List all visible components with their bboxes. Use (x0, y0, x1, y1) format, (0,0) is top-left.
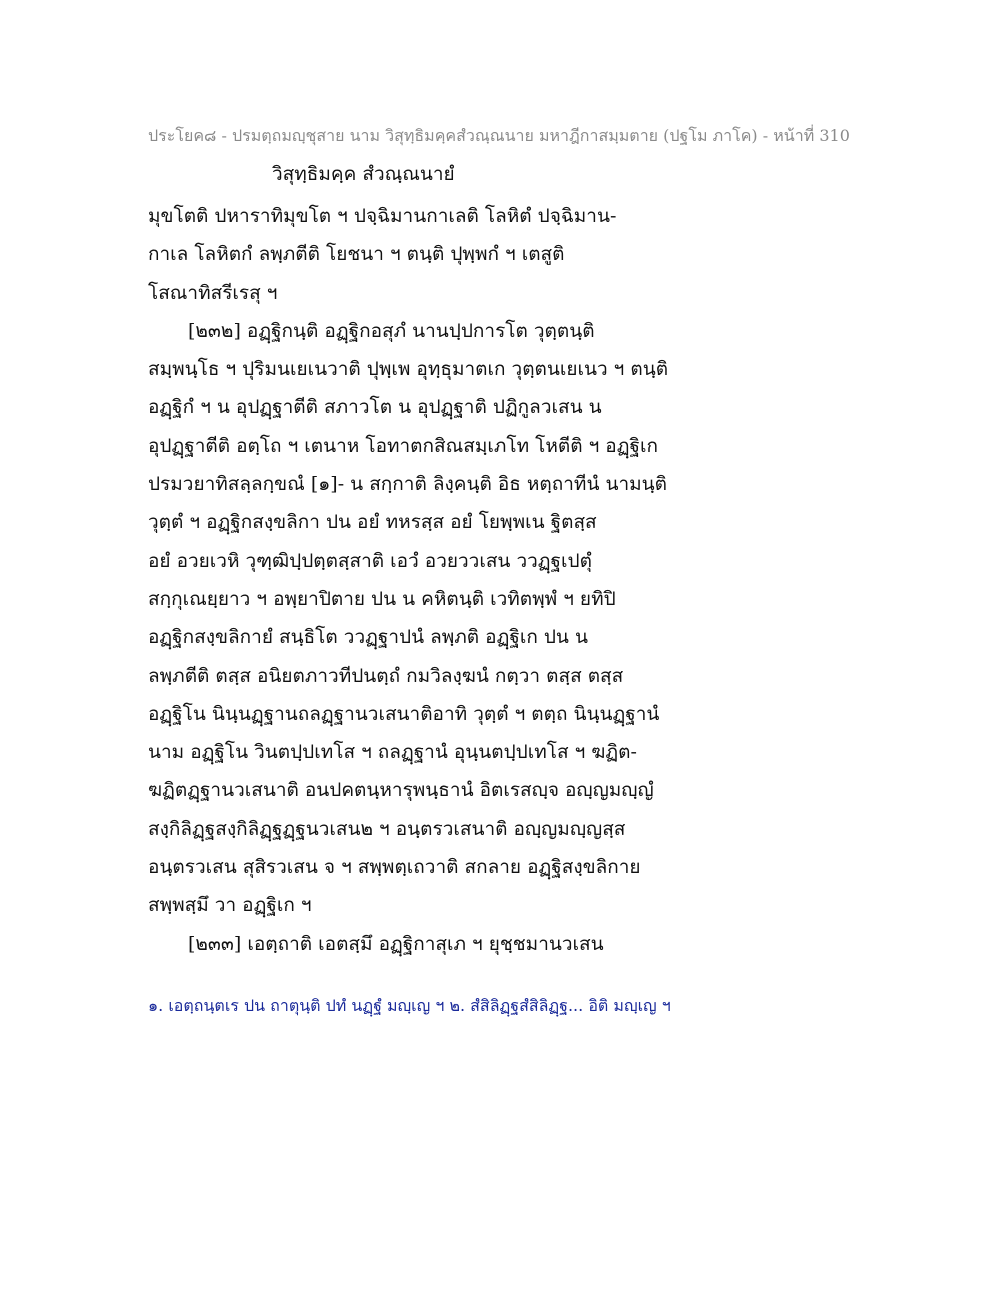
body-line: นาม อฏฺฐิโน วินตปฺปเทโส ฯ ถลฏฺฐานํ อุนฺนตปฺปเทโส ฯ ฆฏิต- (148, 741, 637, 764)
body-line: อฏฺฐิกํ ฯ น อุปฏฺฐาตีติ สภาวโต น อุปฏฺฐาติ ปฏิกูลวเสน น (148, 396, 602, 419)
body-line: อุปฏฺฐาตีติ อตฺโถ ฯ เตนาห โอทาตกสิณสมฺเภโท โหตีติ ฯ อฏฺฐิเก (148, 434, 658, 457)
section-title: วิสุทฺธิมคฺค สํวณฺณนายํ (272, 163, 455, 185)
body-line: วุตฺตํ ฯ อฏฺฐิกสงฺขลิกา ปน อยํ ทหรสฺส อยํ โยพฺพเน ฐิตสฺส (148, 511, 597, 534)
page-header: ประโยค๘ - ปรมตฺถมญฺชุสาย นาม วิสุทฺธิมคฺคสํวณฺณนาย มหาฎีกาสมฺมตาย (ปฐโม ภาโค) - หน้าที่ 310 (148, 126, 850, 145)
body-line: อนฺตรวเสน สุสิรวเสน จ ฯ สพฺพตฺเถวาติ สกลาย อฏฺฐิสงฺขลิกาย (148, 856, 641, 879)
body-line: ฆฏิตฏฺฐานวเสนาติ อนปคตนฺหารุพนฺธานํ อิตเรสญฺจ อญฺญมญฺญํ (148, 779, 654, 802)
body-line: อยํ อวยเวหิ วุฑฺฒิปฺปตฺตสฺสาติ เอวํ อวยววเสน ววฏฺฐเปตุํ (148, 549, 592, 572)
body-line: สมฺพนฺโธ ฯ ปุริมนเยเนวาติ ปุพฺเพ อุทฺธุมาตเก วุตฺตนเยเนว ฯ ตนฺติ (148, 358, 669, 381)
body-line: สกฺกุเณยฺยาว ฯ อพฺยาปิตาย ปน น คหิตนฺติ เวทิตพฺพํ ฯ ยทิปิ (148, 587, 616, 610)
body-line: สพฺพสฺมึ วา อฏฺฐิเก ฯ (148, 894, 312, 917)
body-line: [๒๓๒] อฏฺฐิกนฺติ อฏฺฐิกอสุภํ นานปฺปการโต วุตฺตนฺติ (188, 319, 595, 342)
body-line: ปรมวยาทิสลฺลกฺขณํ [๑]- น สกฺกาติ ลิงฺคนฺติ อิธ หตฺถาทีนํ นามนฺติ (148, 473, 667, 496)
body-line: สงฺกิลิฏฺฐสงฺกิลิฏฺฐฏฺฐนวเสน๒ ฯ อนฺตรวเสนาติ อญฺญมญฺญสฺส (148, 817, 626, 840)
body-line: มุขโตติ ปหาราทิมุขโต ฯ ปจฺฉิมานกาเลติ โลหิตํ ปจฺฉิมาน- (148, 205, 617, 227)
footnote: ๑. เอตฺถนฺตเร ปน ถาตุนฺติ ปทํ นฏฺฐํ มญฺเญ ฯ ๒. สํสิลิฏฺฐสํสิลิฏฺฐ... อิติ มญฺเญ ฯ (148, 996, 671, 1015)
body-line: [๒๓๓] เอตฺถาติ เอตสฺมึ อฏฺฐิกาสุเภ ฯ ยุชฺชมานวเสน (188, 932, 604, 955)
body-line: อฏฺฐิโน นินฺนฏฺฐานถลฏฺฐานวเสนาติอาทิ วุตฺตํ ฯ ตตฺถ นินฺนฏฺฐานํ (148, 702, 660, 725)
body-text (148, 197, 848, 963)
body-line: ลพฺภตีติ ตสฺส อนิยตภาวทีปนตฺถํ กมวิลงฺฆนํ กตฺวา ตสฺส ตสฺส (148, 664, 624, 687)
body-line: กาเล โลหิตกํ ลพฺภตีติ โยชนา ฯ ตนฺติ ปุพฺพกํ ฯ เตสูติ (148, 243, 565, 266)
body-line: โสณาทิสรีเรสุ ฯ (148, 281, 278, 304)
body-line: อฏฺฐิกสงฺขลิกายํ สนฺธิโต ววฏฺฐาปนํ ลพฺภติ อฏฺฐิเก ปน น (148, 626, 588, 649)
